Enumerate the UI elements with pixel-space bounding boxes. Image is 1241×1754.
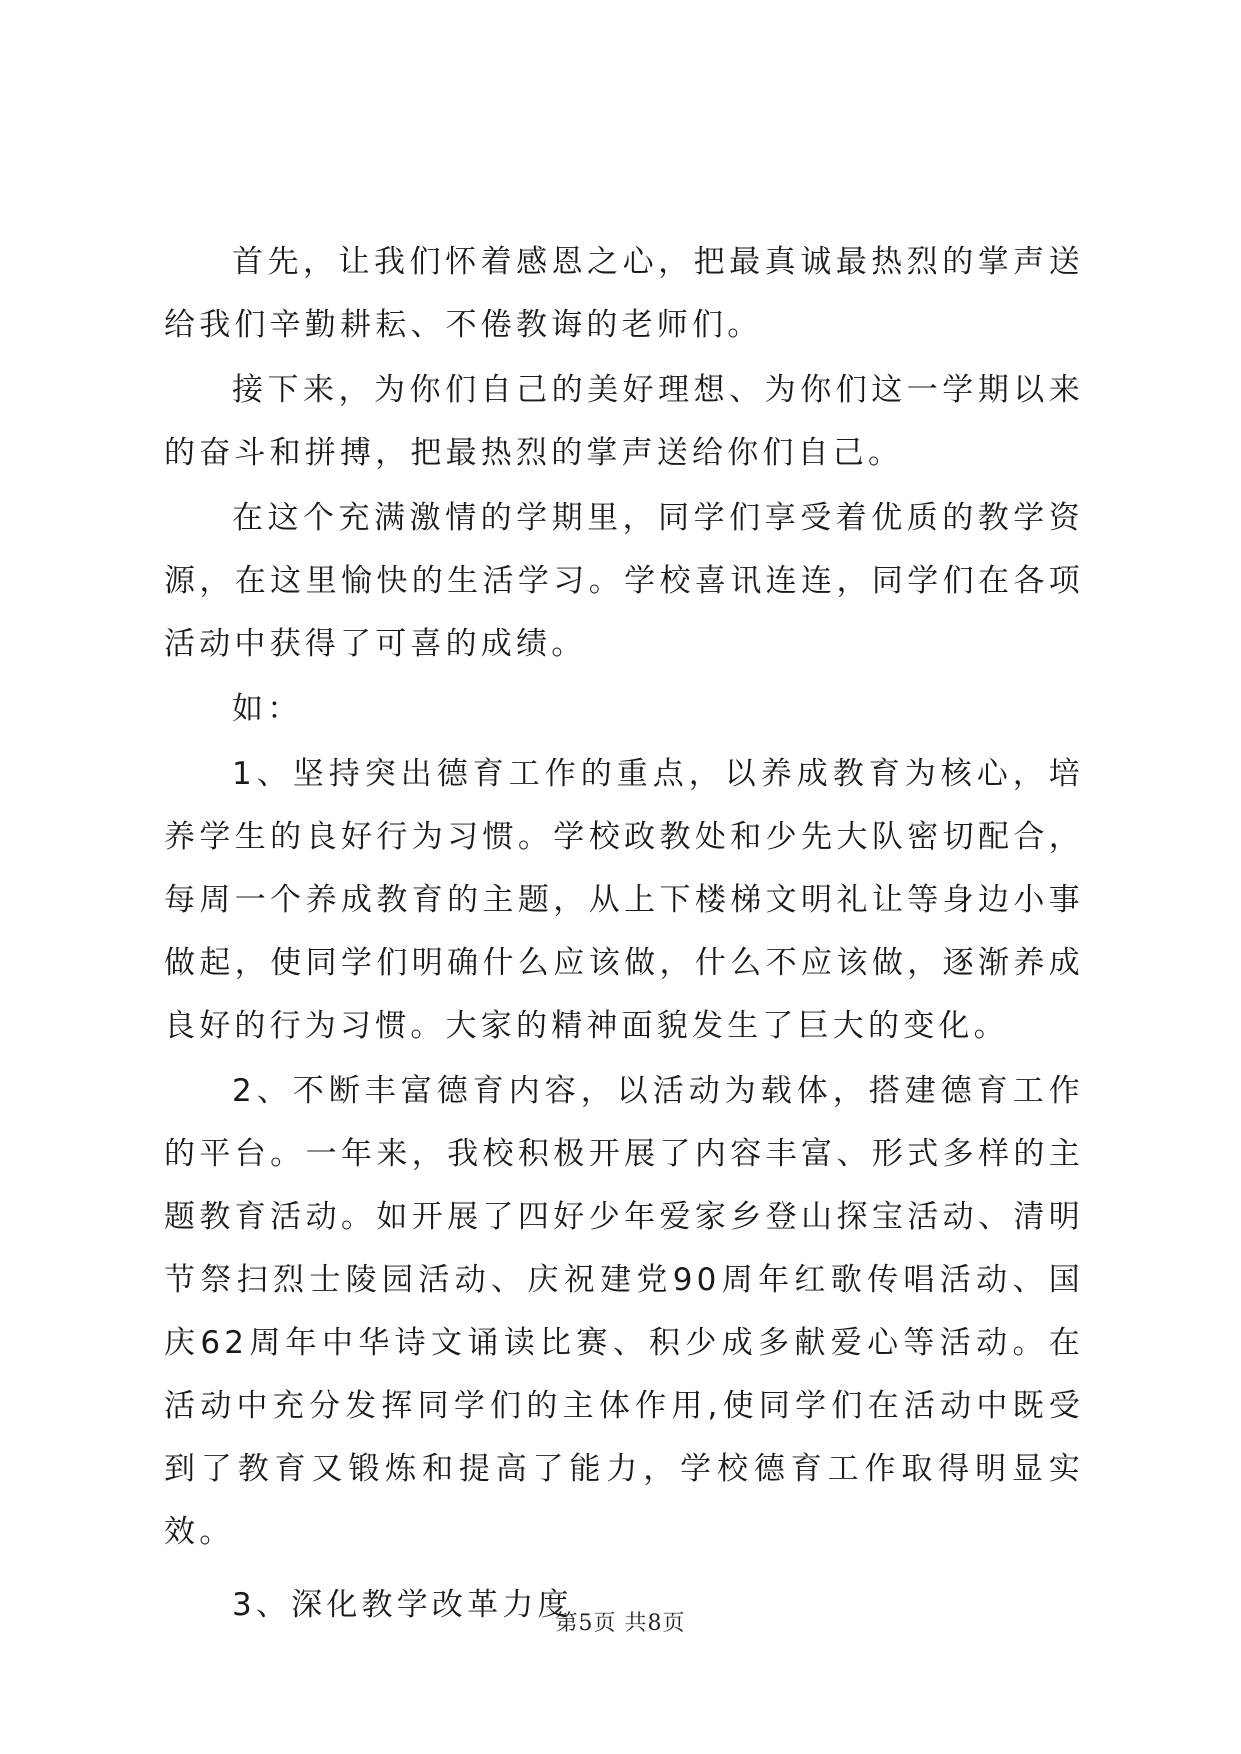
paragraph-semester-summary: 在这个充满激情的学期里，同学们享受着优质的教学资源，在这里愉快的生活学习。学校喜讯连连，同学们在各项活动中获得了可喜的成绩。 xyxy=(164,500,1084,662)
document-body xyxy=(164,231,1084,1637)
paragraph-item-3: 3、深化教学改革力度 xyxy=(232,1587,573,1623)
page-number-footer: 第5页 共8页 xyxy=(555,1611,686,1636)
paragraph-example-intro: 如： xyxy=(232,691,303,727)
paragraph-thanks-teachers: 首先，让我们怀着感恩之心，把最真诚最热烈的掌声送给我们辛勤耕耘、不倦教诲的老师们。 xyxy=(164,244,1084,343)
paragraph-item-2: 2、不断丰富德育内容，以活动为载体，搭建德育工作的平台。一年来，我校积极开展了内容丰富、形式多样的主题教育活动。如开展了四好少年爱家乡登山探宝活动、清明节祭扫烈士陵园活动、庆祝建党90周年红歌传唱活动、国庆62周年中华诗文诵读比赛、积少成多献爱心等活动。在活动中充分发挥同学们的主体作用,使同学们在活动中既受到了教育又锻炼和提高了能力，学校德育工作取得明显实效。 xyxy=(164,1073,1084,1550)
paragraph-item-1: 1、坚持突出德育工作的重点，以养成教育为核心，培养学生的良好行为习惯。学校政教处和少先大队密切配合，每周一个养成教育的主题，从上下楼梯文明礼让等身边小事做起，使同学们明确什么应该做，什么不应该做，逐渐养成良好的行为习惯。大家的精神面貌发生了巨大的变化。 xyxy=(164,756,1084,1044)
paragraph-thanks-students: 接下来，为你们自己的美好理想、为你们这一学期以来的奋斗和拼搏，把最热烈的掌声送给你们自己。 xyxy=(164,372,1084,471)
